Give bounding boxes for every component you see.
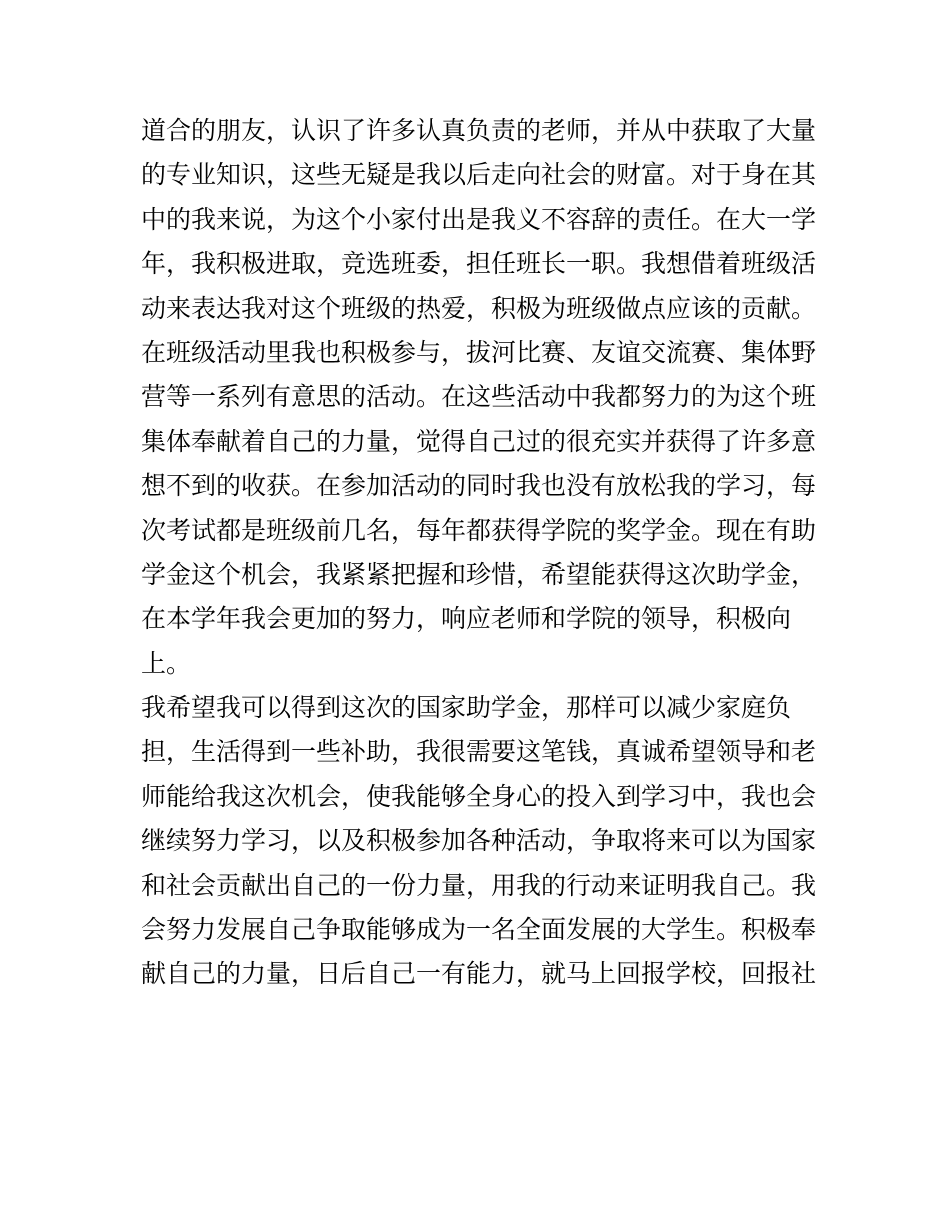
text-line: 集体奉献着自己的力量，觉得自己过的很充实并获得了许多意 [141,426,817,456]
text-line: 我希望我可以得到这次的国家助学金，那样可以减少家庭负 [141,693,792,723]
text-line: 担，生活得到一些补助，我很需要这笔钱，真诚希望领导和老 [141,737,817,767]
text-line: 年，我积极进取，竞选班委，担任班长一职。我想借着班级活 [141,249,817,279]
text-line: 继续努力学习，以及积极参加各种活动，争取将来可以为国家 [141,826,817,856]
text-line: 献自己的力量，日后自己一有能力，就马上回报学校，回报社 [141,959,817,989]
text-line: 想不到的收获。在参加活动的同时我也没有放松我的学习，每 [141,471,817,501]
text-line: 动来表达我对这个班级的热爱，积极为班级做点应该的贡献。 [141,293,817,323]
text-line: 在本学年我会更加的努力，响应老师和学院的领导，积极向 [141,604,792,634]
text-line: 上。 [141,648,192,678]
text-line: 和社会贡献出自己的一份力量，用我的行动来证明我自己。我 [141,870,817,900]
text-line: 中的我来说，为这个小家付出是我义不容辞的责任。在大一学 [141,204,817,234]
text-line: 在班级活动里我也积极参与，拔河比赛、友谊交流赛、集体野 [141,337,817,367]
text-line: 道合的朋友，认识了许多认真负责的老师，并从中获取了大量 [141,116,817,145]
text-line: 营等一系列有意思的活动。在这些活动中我都努力的为这个班 [141,382,817,412]
text-line: 师能给我这次机会，使我能够全身心的投入到学习中，我也会 [141,781,817,811]
text-line: 的专业知识，这些无疑是我以后走向社会的财富。对于身在其 [141,160,817,190]
text-line: 学金这个机会，我紧紧把握和珍惜，希望能获得这次助学金， [141,559,817,589]
text-line: 会努力发展自己争取能够成为一名全面发展的大学生。积极奉 [141,915,817,945]
text-line: 次考试都是班级前几名，每年都获得学院的奖学金。现在有助 [141,515,817,545]
body-text [141,109,817,997]
